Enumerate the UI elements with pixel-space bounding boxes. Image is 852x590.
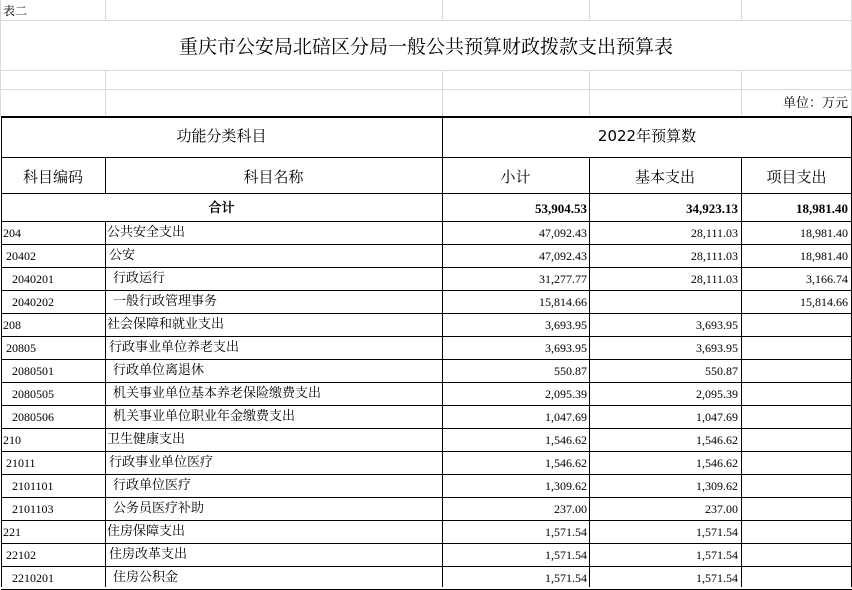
row-code: 20402 bbox=[6, 249, 36, 263]
total-project: 18,981.40 bbox=[796, 201, 848, 216]
header-col-project: 项目支出 bbox=[766, 168, 827, 186]
row-name: 住房保障支出 bbox=[107, 524, 186, 539]
border-line bbox=[1, 497, 852, 498]
grid-line bbox=[589, 70, 590, 116]
row-subtotal: 2,095.39 bbox=[545, 387, 587, 401]
row-basic: 550.87 bbox=[705, 364, 738, 378]
row-project: 3,166.74 bbox=[806, 272, 848, 286]
grid-line bbox=[0, 89, 852, 90]
total-subtotal: 53,904.53 bbox=[535, 201, 587, 216]
row-name: 住房改革支出 bbox=[109, 547, 188, 562]
row-project: 18,981.40 bbox=[800, 249, 848, 263]
border-line bbox=[1, 382, 852, 383]
row-name: 行政单位离退休 bbox=[113, 363, 205, 378]
row-code: 2210201 bbox=[12, 571, 54, 585]
row-name: 行政单位医疗 bbox=[113, 478, 192, 493]
row-code: 208 bbox=[3, 318, 21, 332]
row-name: 一般行政管理事务 bbox=[113, 294, 218, 309]
row-basic: 1,546.62 bbox=[696, 433, 738, 447]
row-code: 2080506 bbox=[12, 410, 54, 424]
row-subtotal: 1,571.54 bbox=[545, 525, 587, 539]
row-name: 机关事业单位基本养老保险缴费支出 bbox=[113, 386, 322, 401]
row-basic: 237.00 bbox=[705, 502, 738, 516]
row-subtotal: 15,814.66 bbox=[539, 295, 587, 309]
row-subtotal: 1,571.54 bbox=[545, 571, 587, 585]
row-basic: 28,111.03 bbox=[690, 272, 738, 286]
grid-line bbox=[741, 70, 742, 116]
border-line bbox=[1, 313, 852, 314]
border-line bbox=[1, 336, 852, 337]
grid-line bbox=[741, 0, 742, 20]
row-subtotal: 3,693.95 bbox=[545, 341, 587, 355]
border-line bbox=[1, 543, 852, 544]
grid-line bbox=[0, 20, 852, 21]
row-code: 210 bbox=[3, 433, 21, 447]
header-col-name: 科目名称 bbox=[243, 168, 304, 186]
grid-line bbox=[442, 70, 443, 116]
border-line bbox=[1, 116, 852, 118]
grid-line bbox=[0, 0, 1, 116]
row-subtotal: 550.87 bbox=[554, 364, 587, 378]
row-basic: 1,571.54 bbox=[696, 548, 738, 562]
grid-line bbox=[589, 0, 590, 20]
row-basic: 28,111.03 bbox=[690, 249, 738, 263]
row-basic: 1,546.62 bbox=[696, 456, 738, 470]
row-subtotal: 237.00 bbox=[554, 502, 587, 516]
row-code: 20805 bbox=[6, 341, 36, 355]
row-name: 社会保障和就业支出 bbox=[107, 317, 225, 332]
border-line bbox=[442, 116, 443, 587]
header-group-function: 功能分类科目 bbox=[176, 127, 267, 145]
row-basic: 2,095.39 bbox=[696, 387, 738, 401]
border-line bbox=[1, 267, 852, 268]
sheet-label: 表二 bbox=[3, 4, 28, 18]
border-line bbox=[1, 359, 852, 360]
row-name: 行政事业单位养老支出 bbox=[109, 340, 240, 355]
border-line bbox=[1, 474, 852, 475]
row-code: 2080501 bbox=[12, 364, 54, 378]
header-col-basic: 基本支出 bbox=[634, 168, 695, 186]
header-group-budget: 2022年预算数 bbox=[597, 127, 697, 145]
border-line bbox=[1, 244, 852, 245]
border-line bbox=[1, 451, 852, 452]
row-basic: 3,693.95 bbox=[696, 341, 738, 355]
row-code: 21011 bbox=[6, 456, 36, 470]
grid-line bbox=[105, 0, 106, 20]
row-subtotal: 47,092.43 bbox=[539, 249, 587, 263]
row-subtotal: 47,092.43 bbox=[539, 226, 587, 240]
row-subtotal: 1,571.54 bbox=[545, 548, 587, 562]
border-line bbox=[105, 221, 106, 587]
row-name: 公务员医疗补助 bbox=[113, 501, 205, 516]
row-subtotal: 1,546.62 bbox=[545, 456, 587, 470]
row-project: 15,814.66 bbox=[800, 295, 848, 309]
row-name: 机关事业单位职业年金缴费支出 bbox=[113, 409, 296, 424]
row-subtotal: 3,693.95 bbox=[545, 318, 587, 332]
border-line bbox=[1, 116, 2, 587]
row-code: 22102 bbox=[6, 548, 36, 562]
row-code: 2040202 bbox=[12, 295, 54, 309]
total-label: 合计 bbox=[208, 201, 235, 216]
grid-line bbox=[0, 70, 852, 71]
row-subtotal: 31,277.77 bbox=[539, 272, 587, 286]
row-name: 卫生健康支出 bbox=[107, 432, 186, 447]
row-name: 行政事业单位医疗 bbox=[109, 455, 214, 470]
border-line bbox=[1, 428, 852, 429]
row-code: 2040201 bbox=[12, 272, 54, 286]
row-code: 2101101 bbox=[12, 479, 54, 493]
border-line bbox=[1, 157, 852, 158]
row-basic: 1,047.69 bbox=[696, 410, 738, 424]
row-project: 18,981.40 bbox=[800, 226, 848, 240]
row-code: 204 bbox=[3, 226, 21, 240]
row-name: 公安 bbox=[109, 248, 136, 263]
row-subtotal: 1,309.62 bbox=[545, 479, 587, 493]
row-name: 行政运行 bbox=[113, 271, 166, 286]
row-basic: 1,571.54 bbox=[696, 571, 738, 585]
border-line bbox=[1, 193, 852, 194]
border-line bbox=[1, 520, 852, 521]
header-col-code: 科目编码 bbox=[22, 168, 83, 186]
row-name: 住房公积金 bbox=[113, 570, 179, 585]
row-code: 2101103 bbox=[12, 502, 54, 516]
border-line bbox=[589, 157, 590, 587]
border-line bbox=[1, 566, 852, 567]
row-basic: 1,571.54 bbox=[696, 525, 738, 539]
row-code: 221 bbox=[3, 525, 21, 539]
row-code: 2080505 bbox=[12, 387, 54, 401]
border-line bbox=[1, 405, 852, 406]
row-subtotal: 1,047.69 bbox=[545, 410, 587, 424]
row-basic: 28,111.03 bbox=[690, 226, 738, 240]
total-basic: 34,923.13 bbox=[686, 201, 738, 216]
row-subtotal: 1,546.62 bbox=[545, 433, 587, 447]
grid-line bbox=[442, 0, 443, 20]
unit-label: 单位：万元 bbox=[782, 96, 848, 111]
page-title: 重庆市公安局北碚区分局一般公共预算财政拨款支出预算表 bbox=[178, 36, 673, 58]
row-name: 公共安全支出 bbox=[107, 225, 186, 240]
border-line bbox=[1, 221, 852, 222]
border-line bbox=[741, 157, 742, 587]
border-line bbox=[1, 290, 852, 291]
row-basic: 3,693.95 bbox=[696, 318, 738, 332]
header-col-subtotal: 小计 bbox=[500, 168, 531, 186]
row-basic: 1,309.62 bbox=[696, 479, 738, 493]
grid-line bbox=[105, 70, 106, 116]
